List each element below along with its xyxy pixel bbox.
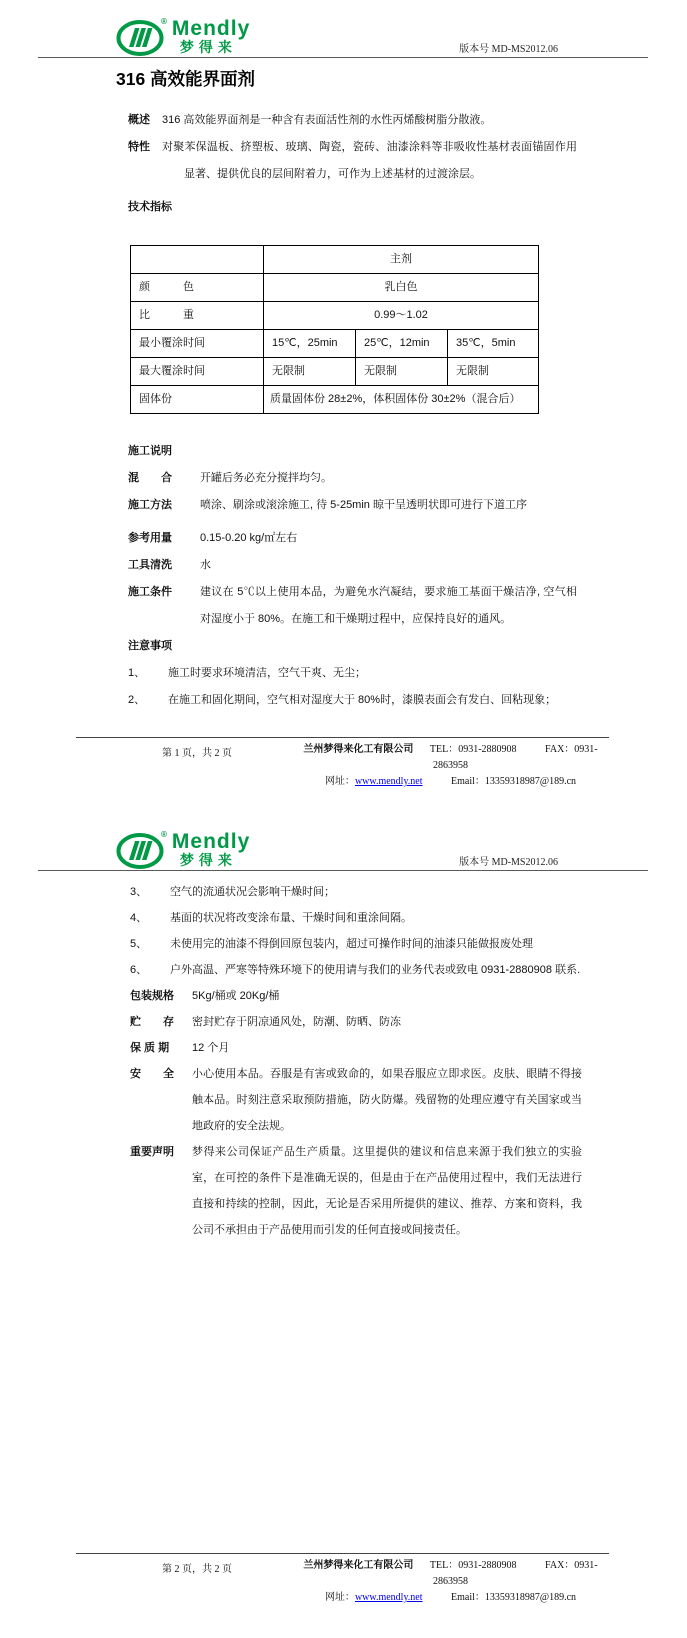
table-row-label: 最大覆涂时间 [131, 358, 264, 386]
spec-row [128, 552, 577, 579]
company-name: 兰州梦得来化工有限公司 [303, 744, 414, 755]
footer-fax: FAX：0931-2863958 [433, 1560, 598, 1587]
table-row [131, 358, 539, 386]
spec-row [130, 1035, 582, 1061]
page2-footer [76, 1553, 609, 1606]
header-rule [38, 57, 648, 58]
note-item [130, 879, 582, 905]
spec-row-text: 5Kg/桶或 20Kg/桶 [192, 990, 280, 1002]
brand-name-cn: 梦得来 [179, 852, 237, 868]
website-label: 网址： [324, 776, 355, 787]
table-row-label: 比 重 [131, 302, 264, 330]
tech-spec-table [130, 245, 539, 414]
version-label: 版本号 MD-MS2012.06 [459, 857, 558, 868]
table-cell: 无限制 [264, 358, 356, 386]
brand-name [172, 832, 250, 868]
header-rule [38, 870, 648, 871]
table-row [131, 330, 539, 358]
table-row [131, 274, 539, 302]
brand-name [172, 19, 250, 55]
spec-row-label: 安 全 [130, 1068, 174, 1080]
spec-row [130, 983, 582, 1009]
table-cell: 无限制 [448, 358, 539, 386]
table-cell: 15℃，25min [264, 330, 356, 358]
note-item [130, 957, 582, 983]
spec-row-label: 施工方法 [128, 499, 172, 511]
note-text: 未使用完的油漆不得倒回原包装内，超过可操作时间的油漆只能做报废处理 [170, 938, 533, 950]
page-header [38, 0, 648, 57]
mendly-logo-icon [116, 832, 164, 870]
spec-row [130, 1139, 582, 1243]
note-number: 1、 [128, 667, 146, 679]
spec-row-text: 开罐后务必充分搅拌均匀。 [200, 472, 332, 484]
brand-name-en: Mendly [171, 17, 251, 40]
spec-row-label: 贮 存 [130, 1016, 174, 1028]
page2-body [130, 879, 582, 1243]
note-number: 5、 [130, 938, 148, 950]
spec-row [130, 1009, 582, 1035]
table-row [131, 302, 539, 330]
brand-name-en: Mendly [171, 830, 251, 853]
spec-row-text: 12 个月 [192, 1042, 230, 1054]
spec-row [128, 525, 577, 552]
brand-name-cn: 梦得来 [179, 39, 237, 55]
note-number: 4、 [130, 912, 148, 924]
footer-email: Email：13359318987@189.cn [451, 1592, 577, 1603]
spec-row-text: 梦得来公司保证产品生产质量。这里提供的建议和信息来源于我们独立的实验室，在可控的条件下是准确无误的，但是由于在产品使用过程中，我们无法进行直接和持续的控制，因此，无论是否采用所提供的建议、推荐、方案和资料，我公司不承担由于产品使用而引发的任何直接或间接责任。 [192, 1146, 582, 1236]
mendly-logo [116, 832, 250, 870]
spec-row-label: 参考用量 [128, 532, 172, 544]
footer-fax: FAX：0931-2863958 [433, 744, 598, 771]
table-cell: 无限制 [356, 358, 448, 386]
note-number: 6、 [130, 964, 148, 976]
page-2 [0, 770, 687, 1638]
note-item [130, 931, 582, 957]
spec-row [128, 492, 577, 519]
spec-row-label: 包装规格 [130, 990, 174, 1002]
table-cell: 35℃，5min [448, 330, 539, 358]
company-name: 兰州梦得来化工有限公司 [303, 1560, 414, 1571]
registered-mark: ® [161, 830, 167, 839]
features-row [128, 134, 577, 188]
notes-heading: 注意事项 [128, 640, 172, 652]
spec-row-text: 小心使用本品。吞服是有害或致命的，如果吞服应立即求医。皮肤、眼睛不得接触本品。时刻注意采取预防措施，防火防爆。残留物的处理应遵守有关国家或当地政府的安全法规。 [192, 1068, 582, 1132]
table-row-label: 固体份 [131, 386, 264, 414]
spec-row-label: 混 合 [128, 472, 172, 484]
spec-row-text: 水 [200, 559, 211, 571]
tech-heading: 技术指标 [128, 201, 172, 213]
note-text: 施工时要求环境清洁，空气干爽、无尘； [168, 667, 366, 679]
note-number: 2、 [128, 694, 146, 706]
note-text: 空气的流通状况会影响干燥时间； [170, 886, 335, 898]
table-row-label: 最小覆涂时间 [131, 330, 264, 358]
note-text: 基面的状况将改变涂布量、干燥时间和重涂间隔。 [170, 912, 412, 924]
spec-row-label: 重要声明 [130, 1146, 174, 1158]
spec-row [128, 579, 577, 633]
spec-row-label: 施工条件 [128, 586, 172, 598]
spec-row-label: 工具清洗 [128, 559, 172, 571]
spec-row-text: 密封贮存于阴凉通风处，防潮、防晒、防冻 [192, 1016, 401, 1028]
table-cell-empty [131, 246, 264, 274]
spec-row-label: 保 质 期 [130, 1042, 170, 1054]
footer-email: Email：13359318987@189.cn [451, 776, 577, 787]
note-item [130, 905, 582, 931]
note-text: 户外高温、严寒等特殊环境下的使用请与我们的业务代表或致电 0931-2880908 联系. [170, 964, 581, 976]
mendly-logo-icon [116, 19, 164, 57]
spec-row-text: 0.15-0.20 kg/㎡左右 [200, 532, 298, 544]
table-row-label: 颜 色 [131, 274, 264, 302]
spec-row-text: 喷涂、刷涂或滚涂施工, 待 5-25min 晾干呈透明状即可进行下道工序 [200, 499, 527, 511]
website-link[interactable]: www.mendly.net [354, 1592, 423, 1603]
spec-row [130, 1061, 582, 1139]
construction-heading: 施工说明 [128, 445, 172, 457]
table-cell: 0.99～1.02 [264, 302, 539, 330]
footer-tel: TEL：0931-2880908 [429, 744, 517, 755]
table-row [131, 386, 539, 414]
page-indicator: 第 2 页，共 2 页 [162, 1564, 232, 1575]
website-link[interactable]: www.mendly.net [354, 776, 423, 787]
overview-text: 316 高效能界面剂是一种含有表面活性剂的水性丙烯酸树脂分散液。 [162, 114, 492, 126]
table-col-header: 主剂 [264, 246, 539, 274]
registered-mark: ® [161, 17, 167, 26]
table-row [131, 246, 539, 274]
note-number: 3、 [130, 886, 148, 898]
note-text: 在施工和固化期间，空气相对湿度大于 80%时，漆膜表面会有发白、回粘现象； [168, 694, 557, 706]
page1-body [128, 107, 577, 714]
table-cell: 质量固体份 28±2%，体积固体份 30±2%（混合后） [264, 386, 539, 414]
version-label: 版本号 MD-MS2012.06 [459, 44, 558, 55]
note-item [128, 687, 577, 714]
overview-row [128, 107, 577, 134]
website-label: 网址： [324, 1592, 355, 1603]
spec-row [128, 465, 577, 492]
overview-label: 概述 [128, 114, 150, 126]
note-item [128, 660, 577, 687]
footer-contact [292, 1558, 609, 1606]
features-label: 特性 [128, 141, 150, 153]
page-indicator: 第 1 页，共 2 页 [162, 748, 232, 759]
page-header [38, 770, 648, 870]
page-1 [0, 0, 687, 787]
table-cell: 乳白色 [264, 274, 539, 302]
mendly-logo [116, 19, 250, 57]
features-text: 对聚苯保温板、挤塑板、玻璃、陶瓷，瓷砖、油漆涂料等非吸收性基材表面锚固作用显著、提供优良的层间附着力，可作为上述基材的过渡涂层。 [162, 141, 577, 180]
table-cell: 25℃，12min [356, 330, 448, 358]
footer-tel: TEL：0931-2880908 [429, 1560, 517, 1571]
spec-row-text: 建议在 5℃以上使用本品，为避免水汽凝结，要求施工基面干燥洁净, 空气相对湿度小于 80%。在施工和干燥期过程中，应保持良好的通风。 [200, 586, 577, 625]
product-title: 316 高效能界面剂 [116, 69, 256, 89]
